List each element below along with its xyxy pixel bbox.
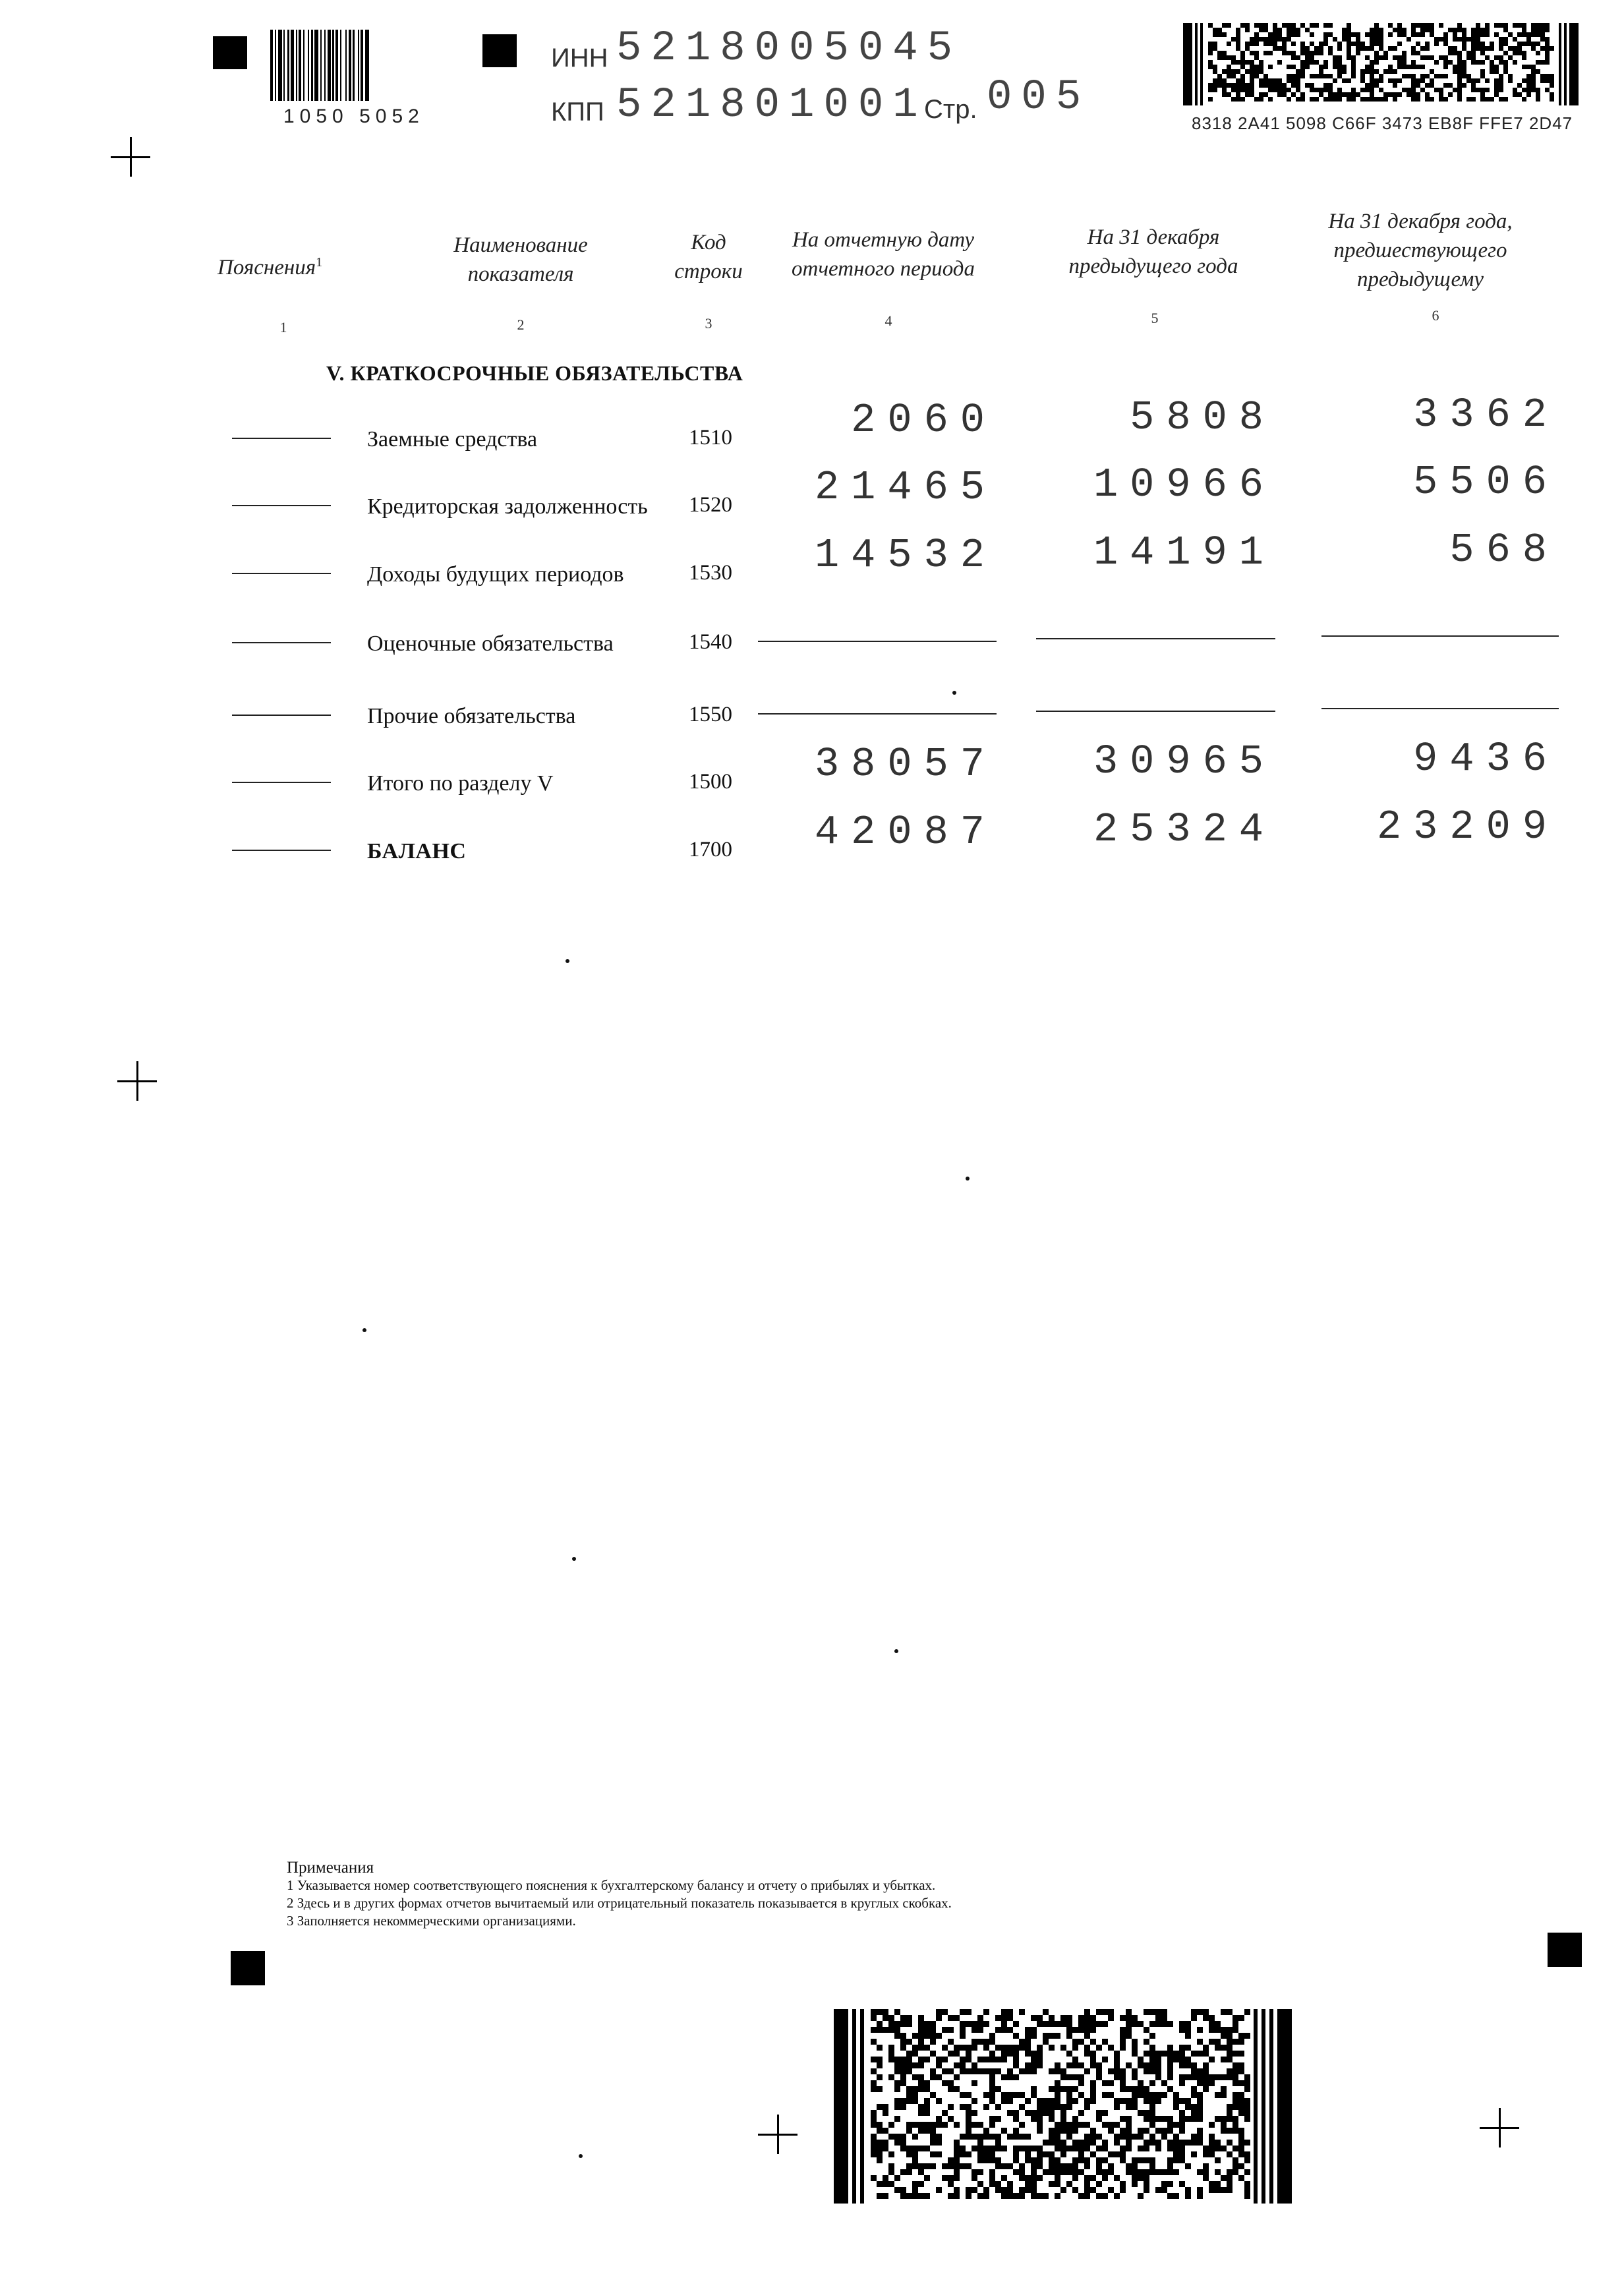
note-item: 2 Здесь и в других формах отчетов вычитаемый или отрицательный показатель показывается в круглых скобках. (287, 1895, 952, 1911)
scan-speck (566, 959, 569, 963)
note-item: 3 Заполняется некоммерческими организациями. (287, 1913, 576, 1929)
indicator-name: Заемные средства (367, 427, 538, 452)
column-header-row-code: Код строки (674, 231, 743, 283)
row-code: 1700 (689, 838, 732, 862)
value-current: 38057 (814, 741, 997, 788)
barcode-module (1559, 23, 1561, 105)
explanation-dash (232, 850, 331, 851)
explanation-dash (232, 642, 331, 643)
value-prev: 10966 (1093, 461, 1275, 508)
indicator-name: Прочие обязательства (367, 704, 576, 728)
explanation-dash (232, 782, 331, 783)
barcode-module (852, 2009, 856, 2204)
value-prevprev: 568 (1449, 527, 1559, 573)
scan-speck (362, 1328, 366, 1332)
column-header-explanations (218, 248, 349, 282)
value-current: 21465 (814, 464, 997, 511)
barcode-module (834, 2009, 848, 2204)
row-code: 1500 (689, 770, 732, 794)
row-balance (0, 803, 1624, 893)
linear-barcode (270, 30, 451, 101)
registration-cross-icon (1480, 2108, 1519, 2147)
notes-block (287, 1859, 1144, 1930)
scan-speck (894, 1649, 898, 1653)
empty-value-line (1321, 635, 1559, 637)
scan-speck (966, 1177, 970, 1181)
column-number: 6 (1432, 307, 1439, 324)
registration-cross-icon (758, 2115, 798, 2154)
row-code: 1540 (689, 630, 732, 654)
value-prev: 30965 (1093, 738, 1275, 785)
empty-value-line (758, 713, 997, 715)
value-prevprev: 23209 (1376, 803, 1559, 850)
row-code: 1510 (689, 426, 732, 450)
alignment-marker-top-mid (482, 34, 517, 67)
alignment-marker-top-left (213, 36, 247, 69)
indicator-name: Доходы будущих периодов (367, 562, 624, 587)
notes-title: Примечания (287, 1859, 374, 1877)
empty-value-line (1321, 708, 1559, 709)
barcode-module (1195, 23, 1198, 105)
indicator-name: Итого по разделу V (367, 771, 554, 796)
kpp-label: КПП (551, 98, 604, 127)
row-code: 1550 (689, 703, 732, 726)
barcode-module (1277, 2009, 1292, 2204)
alignment-marker-bottom-left (231, 1951, 265, 1985)
alignment-marker-bottom-right (1548, 1933, 1582, 1967)
column-header-indicator-name: Наименование показателя (453, 233, 588, 286)
explanation-dash (232, 438, 331, 439)
empty-value-line (758, 641, 997, 642)
indicator-name: Кредиторская задолженность (367, 494, 648, 519)
indicator-name: Оценочные обязательства (367, 631, 614, 656)
page-label: Стр. (924, 95, 977, 124)
indicator-name: БАЛАНС (367, 839, 467, 863)
explanation-dash (232, 505, 331, 506)
registration-cross-icon (117, 1061, 157, 1101)
column-header-prev-year: На 31 декабря предыдущего года (1068, 225, 1238, 278)
column-number: 3 (705, 315, 712, 332)
value-prevprev: 3362 (1413, 392, 1559, 438)
empty-value-line (1036, 711, 1275, 712)
note-item: 1 Указывается номер соответствующего пояснения к бухгалтерскому балансу и отчету о прибылях и убытках. (287, 1877, 936, 1893)
column-number: 1 (279, 319, 287, 336)
barcode-module (1183, 23, 1192, 105)
value-current: 42087 (814, 809, 997, 856)
column-number: 4 (884, 312, 892, 329)
scan-speck (952, 691, 956, 695)
explanation-dash (232, 715, 331, 716)
barcode-module (1269, 2009, 1273, 2204)
value-prevprev: 5506 (1413, 459, 1559, 506)
section-title: V. КРАТКОСРОЧНЫЕ ОБЯЗАТЕЛЬСТВА (326, 361, 743, 385)
column-header-label: Пояснения (218, 256, 316, 279)
value-prevprev: 9436 (1413, 736, 1559, 782)
row-code: 1520 (689, 493, 732, 517)
barcode-module (1200, 23, 1203, 105)
value-prev: 5808 (1130, 394, 1275, 441)
document-code: 8318 2A41 5098 C66F 3473 EB8F FFE7 2D47 (1192, 113, 1573, 133)
pdf417-barcode-bottom (834, 2009, 1292, 2204)
value-current: 2060 (851, 397, 997, 444)
column-header-prev-prev-year: На 31 декабря года, предшествующего предыдущему (1328, 210, 1513, 291)
column-number: 2 (517, 316, 525, 333)
barcode-module (1564, 23, 1567, 105)
barcode-module (860, 2009, 864, 2204)
row-code: 1530 (689, 561, 732, 585)
inn-value: 5218005045 (616, 25, 962, 73)
inn-label: ИНН (551, 44, 608, 73)
value-prev: 14191 (1093, 529, 1275, 576)
registration-cross-icon (111, 137, 150, 177)
pdf417-barcode-top (1183, 23, 1579, 105)
scan-speck (579, 2154, 583, 2158)
row-deferred-income (0, 527, 1624, 616)
row-estimated-liabilities (0, 626, 1624, 686)
value-current: 14532 (814, 532, 997, 579)
footnote-marker: 1 (316, 255, 323, 270)
page-value: 005 (987, 74, 1091, 121)
barcode-module (1569, 23, 1579, 105)
explanation-dash (232, 573, 331, 574)
column-number: 5 (1151, 310, 1159, 326)
kpp-value: 521801001 (616, 82, 927, 129)
scan-speck (572, 1557, 576, 1561)
barcode-module (1254, 2009, 1258, 2204)
column-header-reporting-date: На отчетную дату отчетного периода (791, 228, 975, 281)
value-prev: 25324 (1093, 806, 1275, 853)
empty-value-line (1036, 638, 1275, 639)
barcode-number: 1050 5052 (283, 105, 424, 127)
barcode-module (1262, 2009, 1265, 2204)
